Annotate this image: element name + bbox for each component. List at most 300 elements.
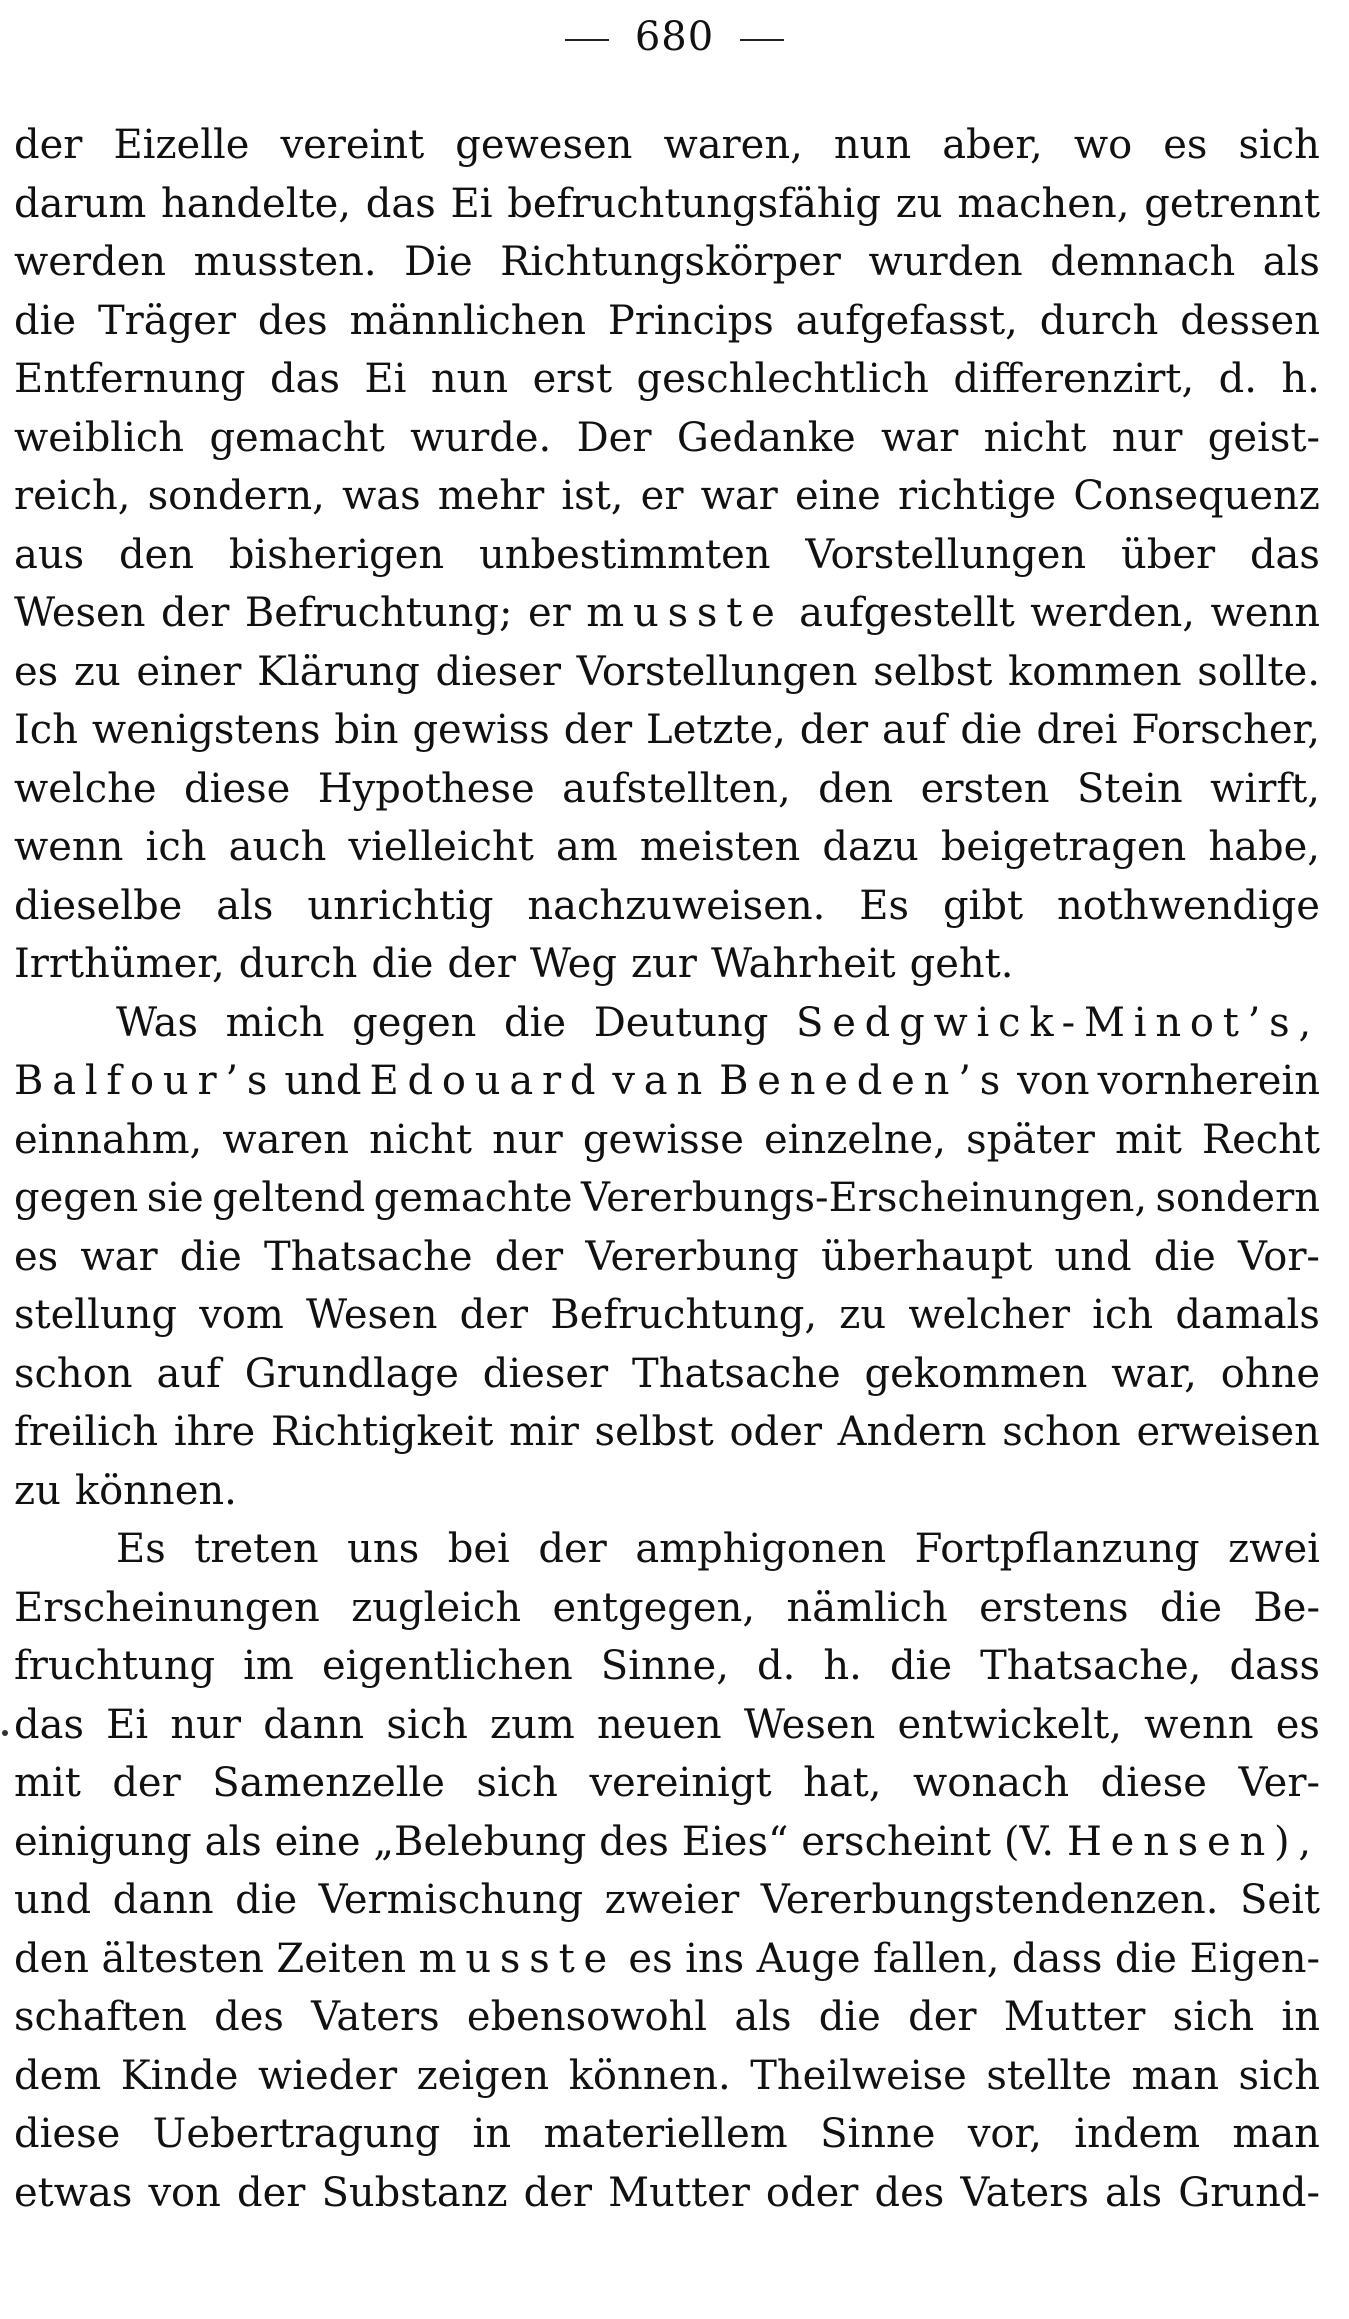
word: können. bbox=[568, 2052, 731, 2099]
word: Erscheinungen bbox=[14, 1584, 320, 1631]
word: dieser bbox=[482, 1350, 609, 1397]
word: musste bbox=[418, 1935, 616, 1982]
word: Vererbungstendenzen. bbox=[760, 1877, 1219, 1923]
word: der bbox=[538, 1526, 607, 1572]
header-dash-right bbox=[740, 39, 784, 41]
word: nothwendige bbox=[1056, 882, 1320, 929]
word: getrennt bbox=[1144, 180, 1320, 227]
text-line bbox=[14, 818, 1320, 877]
text-line bbox=[14, 1813, 1320, 1872]
text-line bbox=[14, 584, 1320, 643]
word: Grund- bbox=[1178, 2169, 1320, 2216]
word: neuen bbox=[597, 1701, 722, 1748]
word: damals bbox=[1175, 1292, 1320, 1338]
word: Edouard bbox=[369, 1058, 605, 1104]
word: der bbox=[523, 2169, 593, 2216]
word: dem bbox=[14, 2052, 102, 2099]
word: nur bbox=[492, 1116, 563, 1163]
word: er bbox=[640, 473, 684, 519]
word: Ich bbox=[14, 707, 78, 753]
word: Andern bbox=[837, 1409, 987, 1455]
word: Befruchtung; bbox=[244, 590, 513, 636]
word: geschlechtlich bbox=[636, 356, 929, 402]
word: zu bbox=[73, 648, 121, 695]
word: überhaupt bbox=[821, 1233, 1033, 1280]
word: sich bbox=[1172, 1994, 1255, 2040]
page-number: 680 bbox=[634, 14, 715, 60]
word: nun bbox=[430, 356, 509, 402]
word: sich bbox=[476, 1760, 558, 1806]
word: dieser bbox=[435, 648, 561, 695]
word: wirft, bbox=[1210, 765, 1320, 812]
word: und bbox=[284, 1058, 362, 1104]
word: gewesen bbox=[455, 122, 633, 168]
word: d. bbox=[1218, 356, 1257, 402]
word: Eigen- bbox=[1189, 1935, 1320, 1982]
word: nachzuweisen. bbox=[527, 882, 826, 929]
word: der bbox=[160, 590, 230, 636]
word: Beneden’s bbox=[719, 1058, 1010, 1104]
word: durch bbox=[1039, 297, 1159, 344]
word: mehr bbox=[437, 473, 545, 519]
word: des bbox=[214, 1994, 284, 2040]
word: Sinne, bbox=[600, 1643, 729, 1689]
word: eigentlichen bbox=[321, 1643, 573, 1689]
word: uns bbox=[347, 1526, 420, 1572]
word: der bbox=[459, 1292, 529, 1338]
word: Kinde bbox=[120, 2052, 239, 2099]
word: erstens bbox=[979, 1584, 1129, 1631]
word: mit bbox=[14, 1760, 81, 1806]
word: differenzirt, bbox=[953, 356, 1195, 402]
word: Irrthümer, bbox=[14, 941, 225, 987]
word: einzelne, bbox=[764, 1116, 946, 1163]
word: Vaters bbox=[960, 2169, 1089, 2216]
word: handelte, bbox=[161, 180, 351, 227]
word: Recht bbox=[1201, 1116, 1320, 1163]
word: mir bbox=[508, 1409, 579, 1455]
text-line bbox=[14, 1637, 1320, 1696]
word: oder bbox=[729, 1409, 822, 1455]
word: Wesen bbox=[743, 1701, 876, 1748]
word: der bbox=[563, 707, 633, 753]
word: amphigonen bbox=[635, 1526, 887, 1572]
word: geht. bbox=[909, 941, 1014, 987]
word: auf bbox=[156, 1350, 221, 1397]
word: zeigen bbox=[416, 2052, 550, 2099]
text-line bbox=[14, 1462, 1320, 1521]
word: aufgestellt bbox=[799, 590, 1015, 636]
word: war bbox=[700, 473, 778, 519]
word: Vaters bbox=[311, 1994, 440, 2040]
word: waren, bbox=[663, 122, 803, 168]
word: nicht bbox=[983, 414, 1087, 461]
word: der bbox=[908, 1994, 977, 2040]
word: Befruchtung, bbox=[550, 1292, 818, 1338]
word: die bbox=[1159, 1584, 1222, 1631]
word: gemacht bbox=[209, 414, 385, 461]
word: mit bbox=[1115, 1116, 1182, 1163]
word: dessen bbox=[1180, 297, 1320, 344]
word: nur bbox=[170, 1701, 242, 1748]
word: als bbox=[1104, 2169, 1163, 2216]
word: nämlich bbox=[786, 1584, 948, 1631]
word: der bbox=[447, 941, 516, 987]
word: Theilweise bbox=[750, 2052, 967, 2099]
word: stellte bbox=[986, 2052, 1112, 2099]
word: dass bbox=[1229, 1643, 1320, 1689]
word: erscheint bbox=[801, 1818, 992, 1865]
word: hat, bbox=[803, 1760, 882, 1806]
word: es bbox=[1163, 122, 1208, 168]
word: einer bbox=[136, 648, 242, 695]
word: das bbox=[1249, 531, 1320, 578]
word: selbst bbox=[873, 648, 993, 695]
word: der bbox=[14, 122, 83, 168]
text-line bbox=[14, 935, 1320, 994]
word: vor, bbox=[967, 2111, 1042, 2157]
word: Vererbung bbox=[585, 1233, 799, 1280]
word: eine bbox=[794, 473, 881, 519]
word: freilich bbox=[14, 1409, 159, 1455]
text-line bbox=[14, 1345, 1320, 1404]
text-line bbox=[14, 994, 1320, 1053]
word: Vor- bbox=[1238, 1233, 1320, 1280]
word: darum bbox=[14, 180, 147, 227]
word: wo bbox=[1073, 122, 1133, 168]
word: selbst bbox=[594, 1409, 714, 1455]
text-line bbox=[14, 1754, 1320, 1813]
word: treten bbox=[194, 1526, 319, 1572]
word: zwei bbox=[1228, 1526, 1320, 1572]
body-text bbox=[14, 116, 1320, 2222]
text-line bbox=[14, 526, 1320, 585]
text-line bbox=[14, 643, 1320, 702]
word: welche bbox=[14, 765, 157, 812]
text-line bbox=[14, 467, 1320, 526]
word: aufstellten, bbox=[562, 765, 791, 812]
text-line bbox=[14, 292, 1320, 351]
word: machen, bbox=[957, 180, 1130, 227]
word: dass bbox=[1011, 1935, 1103, 1982]
word: Eizelle bbox=[113, 122, 250, 168]
word: Die bbox=[404, 239, 473, 285]
word: später bbox=[966, 1116, 1095, 1163]
word: die bbox=[179, 1233, 242, 1280]
word: ohne bbox=[1220, 1350, 1320, 1397]
word: bin bbox=[334, 707, 399, 753]
text-line bbox=[14, 2105, 1320, 2164]
word: und bbox=[1054, 1233, 1132, 1280]
word: Vorstellungen bbox=[805, 531, 1087, 578]
word: stellung bbox=[14, 1292, 177, 1338]
text-line bbox=[14, 1286, 1320, 1345]
word: nicht bbox=[369, 1116, 472, 1163]
word: der bbox=[494, 1233, 564, 1280]
word: Wesen bbox=[305, 1292, 438, 1338]
word: der bbox=[799, 707, 869, 753]
text-line bbox=[14, 233, 1320, 292]
word: erst bbox=[532, 356, 613, 402]
word: Richtungskörper bbox=[500, 239, 841, 285]
word: des bbox=[599, 1818, 669, 1865]
word: den bbox=[818, 765, 894, 812]
word: Consequenz bbox=[1073, 473, 1320, 519]
word: dazu bbox=[822, 824, 919, 870]
word: wieder bbox=[257, 2052, 398, 2099]
word: was bbox=[342, 473, 421, 519]
word: Fortpflanzung bbox=[914, 1526, 1200, 1572]
word: diese bbox=[14, 2111, 121, 2157]
word: es bbox=[1275, 1701, 1320, 1748]
word: Forscher, bbox=[1131, 707, 1320, 753]
word: wonach bbox=[913, 1760, 1070, 1806]
word: bisherigen bbox=[228, 531, 445, 578]
word: bei bbox=[447, 1526, 510, 1572]
word: das bbox=[269, 356, 340, 402]
word: habe, bbox=[1208, 824, 1320, 870]
word: Grundlage bbox=[244, 1350, 459, 1397]
page-header bbox=[0, 12, 1349, 62]
word: die bbox=[818, 1994, 881, 2040]
word: vielleicht bbox=[348, 824, 534, 870]
word: wenn bbox=[1210, 590, 1320, 636]
word: Entfernung bbox=[14, 356, 246, 402]
word: zugleich bbox=[351, 1584, 522, 1631]
word: vereinigt bbox=[589, 1760, 772, 1806]
word: von bbox=[1017, 1058, 1090, 1104]
word: gegen bbox=[14, 1175, 139, 1221]
word: eine bbox=[274, 1818, 361, 1865]
word: die bbox=[1153, 1233, 1216, 1280]
word: ersten bbox=[920, 765, 1050, 812]
word: dann bbox=[263, 1701, 365, 1748]
word: Ei bbox=[106, 1701, 149, 1748]
word: diese bbox=[184, 765, 291, 812]
word: die bbox=[960, 707, 1023, 753]
word: als bbox=[204, 1818, 262, 1865]
text-line bbox=[14, 1228, 1320, 1287]
word: Letzte, bbox=[646, 707, 786, 753]
text-line bbox=[14, 350, 1320, 409]
word: sondern, bbox=[147, 473, 325, 519]
word: es bbox=[14, 648, 59, 695]
word: „Belebung bbox=[373, 1818, 587, 1865]
word: die bbox=[371, 941, 434, 987]
word: über bbox=[1120, 531, 1216, 578]
word: schaften bbox=[14, 1994, 187, 2040]
word: des bbox=[257, 297, 328, 344]
word: gewisse bbox=[582, 1116, 744, 1163]
word: werden, bbox=[1030, 590, 1196, 636]
word: Samenzelle bbox=[212, 1760, 445, 1806]
word: man bbox=[1232, 2111, 1320, 2157]
word: fallen, bbox=[873, 1935, 1000, 1982]
word: drei bbox=[1036, 707, 1118, 753]
word: musste bbox=[586, 590, 784, 636]
text-line bbox=[14, 409, 1320, 468]
word: dieselbe bbox=[14, 882, 183, 929]
word: und bbox=[14, 1877, 92, 1923]
word: Es bbox=[859, 882, 910, 929]
word: demnach bbox=[1050, 239, 1236, 285]
word: Seit bbox=[1240, 1877, 1320, 1923]
word: durch bbox=[238, 941, 358, 987]
word: sondern bbox=[1155, 1175, 1320, 1221]
word: aus bbox=[14, 531, 85, 578]
word: sich bbox=[1238, 2052, 1320, 2099]
word: Der bbox=[576, 414, 652, 461]
word: wurde. bbox=[410, 414, 552, 461]
word: Zeiten bbox=[276, 1935, 407, 1982]
word: zur bbox=[630, 941, 697, 987]
word: des bbox=[874, 2169, 945, 2216]
word: der bbox=[112, 1760, 181, 1806]
word: im bbox=[243, 1643, 294, 1689]
word: war bbox=[80, 1233, 158, 1280]
word: unrichtig bbox=[307, 882, 494, 929]
word: richtige bbox=[897, 473, 1057, 519]
word: diese bbox=[1100, 1760, 1207, 1806]
word: geltend bbox=[212, 1175, 366, 1221]
word: den bbox=[14, 1935, 90, 1982]
text-line bbox=[14, 116, 1320, 175]
word: Thatsache, bbox=[980, 1643, 1202, 1689]
word: vornherein bbox=[1097, 1058, 1320, 1104]
word: einnahm, bbox=[14, 1116, 203, 1163]
word: gewiss bbox=[412, 707, 550, 753]
word: Sedgwick-Minot’s, bbox=[796, 999, 1320, 1046]
word: die bbox=[889, 1643, 953, 1689]
word: Es bbox=[116, 1526, 166, 1572]
word: oder bbox=[765, 2169, 859, 2216]
word: entgegen, bbox=[552, 1584, 756, 1631]
text-line bbox=[14, 1696, 1320, 1755]
word: aber, bbox=[942, 122, 1043, 168]
ink-mark bbox=[2, 1730, 8, 1736]
word: ihre bbox=[173, 1409, 256, 1455]
word: als bbox=[1262, 239, 1320, 285]
word: Ei bbox=[450, 180, 493, 227]
word: auch bbox=[228, 824, 327, 870]
text-line bbox=[14, 877, 1320, 936]
word: Was bbox=[116, 999, 199, 1046]
word: wenn bbox=[14, 824, 124, 870]
word: männlichen bbox=[349, 297, 586, 344]
word: am bbox=[555, 824, 618, 870]
word: Gedanke bbox=[676, 414, 856, 461]
word: welcher bbox=[908, 1292, 1070, 1338]
word: mich bbox=[225, 999, 325, 1046]
word: Vermischung bbox=[318, 1877, 584, 1923]
word: zweier bbox=[604, 1877, 740, 1923]
word: das bbox=[365, 180, 436, 227]
word: fruchtung bbox=[14, 1643, 216, 1689]
word: entwickelt, bbox=[897, 1701, 1122, 1748]
word: Substanz bbox=[321, 2169, 508, 2216]
word: die bbox=[14, 297, 77, 344]
text-line bbox=[14, 1403, 1320, 1462]
word: beigetragen bbox=[940, 824, 1187, 870]
text-line bbox=[14, 2164, 1320, 2223]
word: Richtigkeit bbox=[270, 1409, 494, 1455]
word: ist, bbox=[561, 473, 624, 519]
word: dann bbox=[112, 1877, 214, 1923]
word: sie bbox=[146, 1175, 204, 1221]
word: h. bbox=[1281, 356, 1320, 402]
word: Ver- bbox=[1238, 1760, 1320, 1806]
word: kommen bbox=[1008, 648, 1182, 695]
word: Mutter bbox=[1003, 1994, 1146, 2040]
word: die bbox=[1114, 1935, 1177, 1982]
word: meisten bbox=[639, 824, 801, 870]
word: unbestimmten bbox=[478, 531, 771, 578]
text-line bbox=[14, 1111, 1320, 1170]
word: es bbox=[14, 1233, 59, 1280]
word: Wesen bbox=[14, 590, 146, 636]
word: erweisen bbox=[1136, 1409, 1320, 1455]
word: weiblich bbox=[14, 414, 185, 461]
word: von bbox=[148, 2169, 221, 2216]
word: in bbox=[472, 2111, 512, 2157]
word: den bbox=[118, 531, 194, 578]
word: Thatsache bbox=[264, 1233, 473, 1280]
text-line bbox=[14, 175, 1320, 234]
word: Träger bbox=[97, 297, 236, 344]
word: Hensen), bbox=[1066, 1818, 1320, 1865]
word: Vorstellungen bbox=[576, 648, 858, 695]
word: Hypothese bbox=[317, 765, 535, 812]
word: wenn bbox=[1144, 1701, 1254, 1748]
word: auf bbox=[882, 707, 947, 753]
text-line bbox=[14, 1052, 1320, 1111]
word: gekommen bbox=[864, 1350, 1088, 1397]
word: zu bbox=[839, 1292, 887, 1338]
word: es bbox=[628, 1935, 673, 1982]
word: sich bbox=[386, 1701, 468, 1748]
word: war bbox=[880, 414, 959, 461]
word: Auge bbox=[756, 1935, 861, 1982]
word: können. bbox=[74, 1467, 237, 1514]
text-line bbox=[14, 760, 1320, 819]
word: wurden bbox=[868, 239, 1023, 285]
word: zu bbox=[895, 180, 943, 227]
word: die bbox=[504, 999, 567, 1046]
word: geist- bbox=[1207, 414, 1320, 461]
word: Thatsache bbox=[632, 1350, 841, 1397]
word: etwas bbox=[14, 2169, 133, 2216]
word: gemachte bbox=[373, 1175, 573, 1221]
word: d. bbox=[756, 1643, 796, 1689]
word: sollte. bbox=[1197, 648, 1320, 695]
word: Princips bbox=[607, 297, 774, 344]
word: zu bbox=[14, 1467, 61, 1514]
word: materiellem bbox=[543, 2111, 788, 2157]
word: Weg bbox=[529, 941, 617, 987]
word: Wahrheit bbox=[710, 941, 896, 987]
word: waren bbox=[222, 1116, 350, 1163]
word: reich, bbox=[14, 473, 131, 519]
word: nun bbox=[833, 122, 912, 168]
word: war, bbox=[1111, 1350, 1197, 1397]
word: ebensowohl bbox=[466, 1994, 708, 2040]
word: befruchtungsfähig bbox=[507, 180, 881, 227]
word: Mutter bbox=[608, 2169, 750, 2216]
word: h. bbox=[823, 1643, 862, 1689]
word: Klärung bbox=[257, 648, 420, 695]
word: man bbox=[1131, 2052, 1219, 2099]
text-line bbox=[14, 1520, 1320, 1579]
